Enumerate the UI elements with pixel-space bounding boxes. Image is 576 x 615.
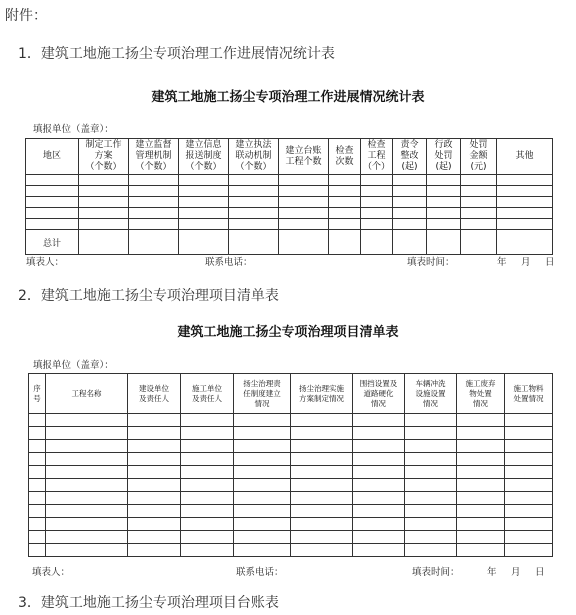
table2-grid [28,373,553,557]
table2-year-label: 年 [487,567,497,578]
column-header: 制定工作 方案 （个数） [79,139,129,175]
table-cell [179,197,229,208]
table-cell [129,230,179,255]
table-cell [457,427,505,440]
table-cell [29,479,46,492]
table-cell [128,479,181,492]
table1-date-label: 填表时间： [407,257,455,268]
table-cell [361,197,393,208]
table-cell [353,544,405,557]
table-cell [497,175,553,186]
table-cell [405,518,457,531]
table-cell [234,531,291,544]
table-cell [427,219,461,230]
table-cell [393,219,427,230]
table-cell [353,479,405,492]
table-cell [234,518,291,531]
table-cell [179,175,229,186]
table2-phone-label: 联系电话： [236,567,284,578]
table-cell [505,544,553,557]
table-cell [46,531,128,544]
table-cell [505,492,553,505]
column-header: 检查 次数 [329,139,361,175]
table-cell [26,175,79,186]
table-cell [457,479,505,492]
table-cell [128,505,181,518]
table-cell [79,186,129,197]
table-cell [29,544,46,557]
table-cell [497,186,553,197]
table-row [29,479,553,492]
table-cell [497,230,553,255]
table1-title: 建筑工地施工扬尘专项治理工作进展情况统计表 [151,90,425,105]
table-cell [29,531,46,544]
column-header: 建立台账 工程个数 [279,139,329,175]
table-cell [457,492,505,505]
table-cell [405,544,457,557]
table-cell [393,175,427,186]
table-cell [229,197,279,208]
section-number: 2． [18,288,41,304]
table-cell [234,440,291,453]
table-cell [234,427,291,440]
table-row [29,505,553,518]
table-cell [461,230,497,255]
table-cell [234,453,291,466]
table-cell [353,505,405,518]
table1-month-label: 月 [521,257,531,268]
table2-title: 建筑工地施工扬尘专项治理项目清单表 [177,325,399,340]
table-row [29,466,553,479]
table-cell [329,197,361,208]
table-cell [29,466,46,479]
table-row [29,531,553,544]
column-header: 建立监督 管理机制 （个数） [129,139,179,175]
table-total-row [26,230,553,255]
table-cell [79,219,129,230]
table-cell [229,230,279,255]
table-cell [505,453,553,466]
table-cell [461,219,497,230]
table-cell [128,492,181,505]
table-cell [457,518,505,531]
table-cell [405,414,457,427]
table-cell [497,197,553,208]
table-cell [129,208,179,219]
table-cell [361,186,393,197]
table1-year-label: 年 [497,257,507,268]
section-number: 3． [18,595,41,611]
table-row [26,197,553,208]
column-header: 施工单位 及责任人 [181,374,234,414]
table1-filler-label: 填表人： [26,257,65,268]
table-cell [291,479,353,492]
table-cell [361,230,393,255]
table-row [29,492,553,505]
table-cell [405,427,457,440]
table-cell [46,492,128,505]
table-cell [181,453,234,466]
table-row [29,518,553,531]
table-cell [46,453,128,466]
section-title: 建筑工地施工扬尘专项治理项目清单表 [40,288,279,304]
table-cell [179,230,229,255]
table-cell [427,208,461,219]
table-cell [129,219,179,230]
table-row [26,175,553,186]
table2-filler-label: 填表人： [32,567,71,578]
table-cell [353,440,405,453]
table-cell [181,414,234,427]
table-cell [361,219,393,230]
table-cell [128,440,181,453]
table-cell [229,175,279,186]
table-cell [329,175,361,186]
table-row [26,186,553,197]
table1-grid [25,138,553,255]
table1-header-row [26,139,553,175]
table-cell [505,531,553,544]
table-row [26,208,553,219]
table-cell [457,414,505,427]
table-row [29,440,553,453]
table-cell [393,197,427,208]
column-header: 建设单位 及责任人 [128,374,181,414]
table-cell [46,440,128,453]
table-cell [129,186,179,197]
table-cell [457,505,505,518]
table-cell [229,208,279,219]
table-cell [279,219,329,230]
table-cell [497,219,553,230]
table-cell [129,175,179,186]
table-cell [46,505,128,518]
column-header: 扬尘治理实施 方案制定情况 [291,374,353,414]
table-cell [353,453,405,466]
column-header: 处罚 金额 (元) [461,139,497,175]
table-cell [427,175,461,186]
table-cell [128,531,181,544]
table-cell [405,505,457,518]
table-cell [353,531,405,544]
column-header: 责令 整改 (起) [393,139,427,175]
table-cell [179,186,229,197]
table-cell [291,414,353,427]
table-cell [405,466,457,479]
table-cell [457,466,505,479]
table-cell [79,208,129,219]
table-cell [405,453,457,466]
column-header: 围挡设置及 道路硬化 情况 [353,374,405,414]
table-cell [46,466,128,479]
table-cell [29,427,46,440]
table-cell [181,440,234,453]
table-cell [128,466,181,479]
table2-month-label: 月 [511,567,521,578]
table-cell [128,518,181,531]
table-cell [234,414,291,427]
table-cell [229,186,279,197]
table-cell [29,492,46,505]
table1-day-label: 日 [545,257,555,268]
column-header: 地区 [26,139,79,175]
table-cell [181,427,234,440]
section-2-heading [18,285,279,305]
section-title: 建筑工地施工扬尘专项治理工作进展情况统计表 [40,46,335,62]
table-cell [353,414,405,427]
table-cell [46,427,128,440]
table-cell [457,440,505,453]
table-cell [128,453,181,466]
table-cell [405,531,457,544]
table-cell [427,197,461,208]
section-number: 1． [18,46,41,62]
table-cell [329,186,361,197]
column-header: 建立执法 联动机制 （个数） [229,139,279,175]
column-header: 施工废弃 物处置 情况 [457,374,505,414]
table2-header-row [29,374,553,414]
table-cell [329,219,361,230]
section-1-heading [18,43,335,63]
table-cell [505,479,553,492]
table-cell [457,531,505,544]
table-cell [79,175,129,186]
table-cell [279,186,329,197]
table-cell [291,427,353,440]
column-header: 工程名称 [46,374,128,414]
table-row [26,219,553,230]
table-cell [128,414,181,427]
table-cell [291,440,353,453]
table2-day-label: 日 [535,567,545,578]
table1-phone-label: 联系电话： [205,257,253,268]
table-cell [291,544,353,557]
table-row [29,427,553,440]
column-header: 序 号 [29,374,46,414]
table-cell [29,440,46,453]
table-cell [279,230,329,255]
table-row [29,544,553,557]
table-cell [393,230,427,255]
table-cell [505,466,553,479]
table-cell [234,492,291,505]
table-cell [26,186,79,197]
table-cell [29,414,46,427]
table-cell [26,208,79,219]
table-cell [79,197,129,208]
table-cell [181,544,234,557]
table-cell [505,414,553,427]
section-3-heading [18,592,279,612]
table-cell [361,208,393,219]
table-cell [46,544,128,557]
table-cell [427,230,461,255]
table-cell [29,453,46,466]
table-cell [181,492,234,505]
table-cell [46,414,128,427]
table-cell [329,230,361,255]
table-cell [291,492,353,505]
table-cell [234,505,291,518]
attachment-label: 附件： [5,8,47,24]
table2-fill-unit: 填报单位（盖章）： [33,360,114,371]
table-cell [461,175,497,186]
table-cell [26,219,79,230]
table-cell [405,479,457,492]
column-header: 车辆冲洗 设施设置 情况 [405,374,457,414]
section-title: 建筑工地施工扬尘专项治理项目台账表 [40,595,279,611]
table-cell [457,453,505,466]
table2-date-label: 填表时间： [412,567,460,578]
table-cell [457,544,505,557]
column-header: 建立信息 报送制度 （个数） [179,139,229,175]
table-cell [393,186,427,197]
table-cell [353,466,405,479]
table-cell [353,427,405,440]
table-cell [234,466,291,479]
table-row [29,414,553,427]
table-cell [128,544,181,557]
column-header: 检查 工程 （个） [361,139,393,175]
table-cell [329,208,361,219]
column-header: 行政 处罚 (起) [427,139,461,175]
table-cell [128,427,181,440]
table-cell [181,466,234,479]
table-cell [353,492,405,505]
table-cell [279,197,329,208]
table-cell [427,186,461,197]
table-cell [129,197,179,208]
table-cell [279,208,329,219]
table-cell [46,518,128,531]
table-cell [353,518,405,531]
table-cell [234,544,291,557]
table-row [29,453,553,466]
table-cell [229,219,279,230]
table-cell [234,479,291,492]
table-cell [497,208,553,219]
table-cell [461,197,497,208]
table-cell [505,518,553,531]
table-cell [181,479,234,492]
table-cell [181,518,234,531]
table-cell [405,440,457,453]
table-cell [179,208,229,219]
table-cell [291,505,353,518]
column-header: 其他 [497,139,553,175]
table-cell [26,197,79,208]
table-cell [181,505,234,518]
table-cell [29,505,46,518]
table-cell [393,208,427,219]
table-cell [505,440,553,453]
table-cell [181,531,234,544]
table-cell [291,531,353,544]
table-cell [291,518,353,531]
table-cell [461,186,497,197]
table-cell [291,453,353,466]
table-cell [46,479,128,492]
table-cell [461,208,497,219]
total-label: 总计 [26,230,79,255]
column-header: 扬尘治理责 任制度建立 情况 [234,374,291,414]
table-cell [279,175,329,186]
table-cell [79,230,129,255]
table-cell [29,518,46,531]
table1-fill-unit: 填报单位（盖章）： [33,124,114,135]
table-cell [179,219,229,230]
table-cell [291,466,353,479]
table-cell [505,505,553,518]
table-cell [405,492,457,505]
column-header: 施工物料 处置情况 [505,374,553,414]
table-cell [505,427,553,440]
table-cell [361,175,393,186]
